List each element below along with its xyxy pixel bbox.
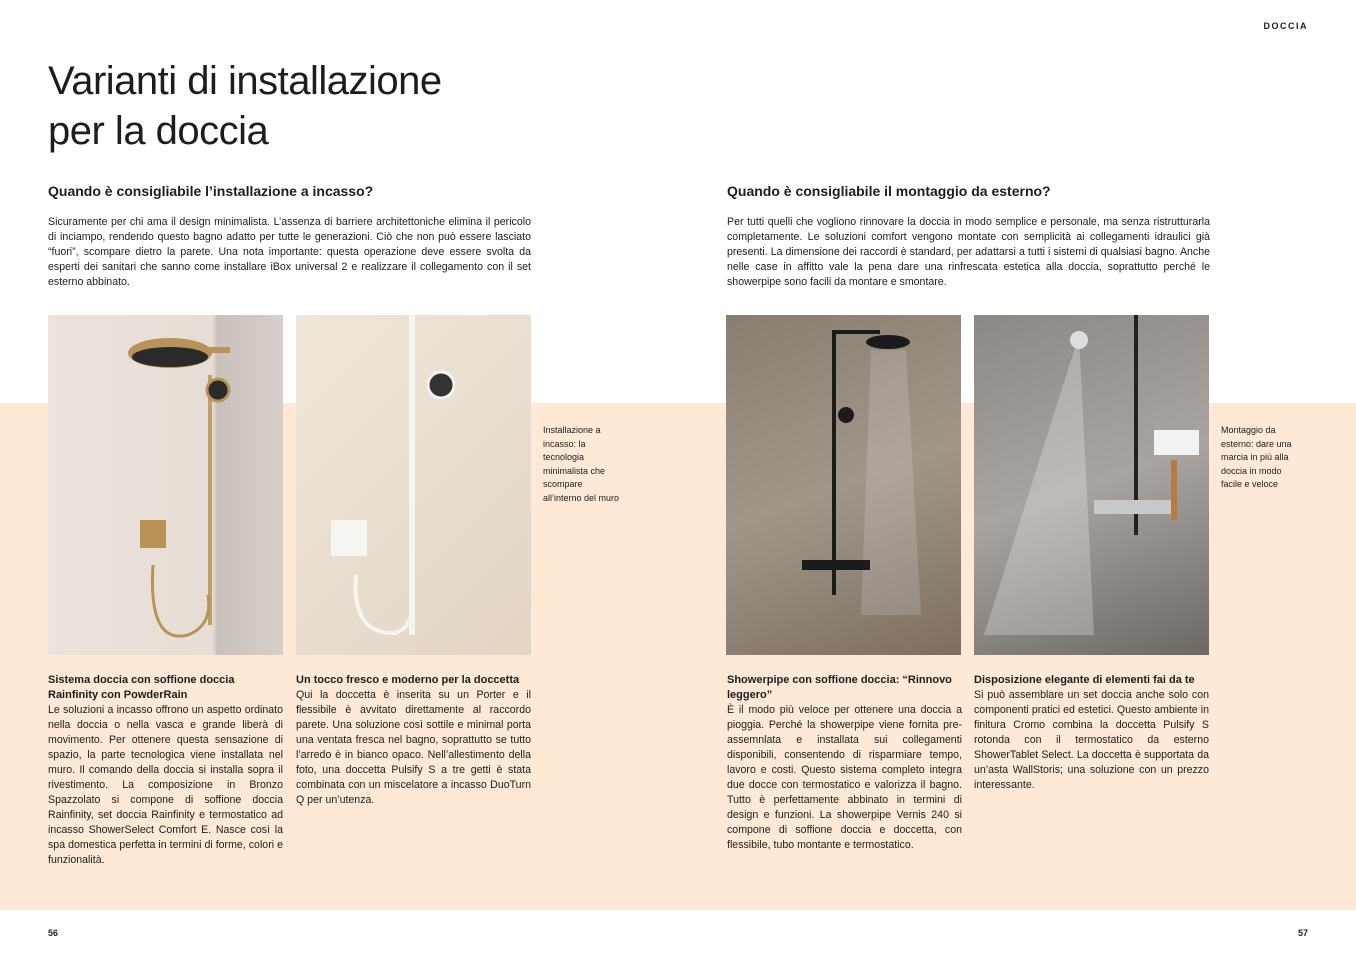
page-title: [48, 56, 442, 156]
caption-title: Un tocco fresco e moderno per la doccetta: [296, 674, 520, 686]
caption-text: Qui la doccetta è inserita su un Porter e il flessibile è avvitato direttamente al raccordo parete. Una soluzione così sottile e minimal porta una ventata fresca nel bagno, soprattutto se tutto l’arredo è in bianco opaco. Nell’allestimento della foto, una doccetta Pulsify S a tre getti è stata combinata con un miscelatore a incasso DuoTurn Q per un’utenza.: [296, 689, 531, 806]
white-shower-illustration: [296, 315, 531, 655]
page-number-right: 57: [1297, 928, 1308, 938]
showerpipe-illustration: [726, 315, 961, 655]
photo-gold-shower: [48, 315, 283, 655]
section-label: DOCCIA: [1263, 21, 1308, 31]
caption-title: Disposizione elegante di elementi fai da te: [974, 674, 1195, 686]
photo-showerpipe: [726, 315, 961, 655]
right-heading: Quando è consigliabile il montaggio da esterno?: [727, 183, 1051, 199]
left-side-note: Installazione a incasso: la tecnologia minimalista che scompare all’interno del muro: [543, 425, 620, 503]
caption-text: Si può assemblare un set doccia anche solo con componenti pratici ed estetici. Questo ambiente in finitura Cromo combina la doccetta Pulsify S rotonda con il termostatico da esterno ShowerTablet Select. La doccetta è supportata da un’asta WallStoris; una soluzione con un prezzo interessante.: [974, 689, 1209, 791]
caption-doccetta: [296, 673, 531, 808]
caption-showerpipe: [727, 673, 962, 853]
photo-white-shower: [296, 315, 531, 655]
title-line-1: Varianti di installazione: [48, 59, 442, 103]
caption-text: È il modo più veloce per ottenere una doccia a pioggia. Perché la showerpipe viene fornita pre-assemnlata e installata sui collegamenti disponibili, consentendo di risparmiare tempo, lavoro e costi. Questo sistema completo integra due docce con termostatico e valorizza il bagno. Tutto è perfettamente abbinato in termini di design e funzioni. La showerpipe Vernis 240 si compone di soffione doccia e doccetta, con flessibile, tubo montante e termostatico.: [727, 704, 962, 851]
page-number-left: 56: [48, 928, 59, 938]
gold-shower-illustration: [48, 315, 283, 655]
caption-rainfinity: [48, 673, 283, 868]
right-intro: Per tutti quelli che vogliono rinnovare la doccia in modo semplice e personale, ma senza ristrutturarla completamente. Le soluzioni comfort vengono montate con semplicità ai collegamenti idraulici già presenti. La dimensione dei raccordi è standard, per adattarsi a tutti i sistemi di qualsiasi bagno. Anche nelle case in affitto vale la pena dare una rinfrescata estetica alla doccia, soprattutto perché le showerpipe sono facili da montare e smontare.: [727, 216, 1210, 288]
left-intro: Sicuramente per chi ama il design minimalista. L’assenza di barriere architettoniche elimina il pericolo di inciampo, rendendo questo bagno adatto per tutte le generazioni. Ciò che non può essere lasciato “fuori”, scompare dietro la parete. Una nota importante: questa operazione deve essere svolta da esperti dei sanitari che sanno come installare iBox universal 2 e realizzare il collegamento con il set esterno abbinato.: [48, 216, 531, 288]
chrome-shower-illustration: [974, 315, 1209, 655]
caption-fai-da-te: [974, 673, 1209, 793]
caption-title: Showerpipe con soffione doccia: “Rinnovo leggero”: [727, 674, 952, 701]
left-heading: Quando è consigliabile l’installazione a incasso?: [48, 183, 374, 199]
photo-chrome-shower: [974, 315, 1209, 655]
title-line-2: per la doccia: [48, 109, 269, 153]
right-side-note: Montaggio da esterno: dare una marcia in più alla doccia in modo facile e veloce: [1221, 425, 1292, 489]
caption-title: Sistema doccia con soffione doccia Rainfinity con PowderRain: [48, 674, 235, 701]
caption-text: Le soluzioni a incasso offrono un aspetto ordinato nella doccia o nella vasca e grande liberà di movimento. Per ottenere questa sensazione di spazio, la parte tecnologica viene installata nel muro. Il comando della doccia si installa sopra il rivestimento. La composizione in Bronzo Spazzolato si compone di soffione doccia Rainfinity, set doccia Rainfinity e termostatico ad incasso ShowerSelect Comfort E. Nasce così la spa domestica perfetta in termini di forme, colori e funzionalità.: [48, 704, 283, 866]
